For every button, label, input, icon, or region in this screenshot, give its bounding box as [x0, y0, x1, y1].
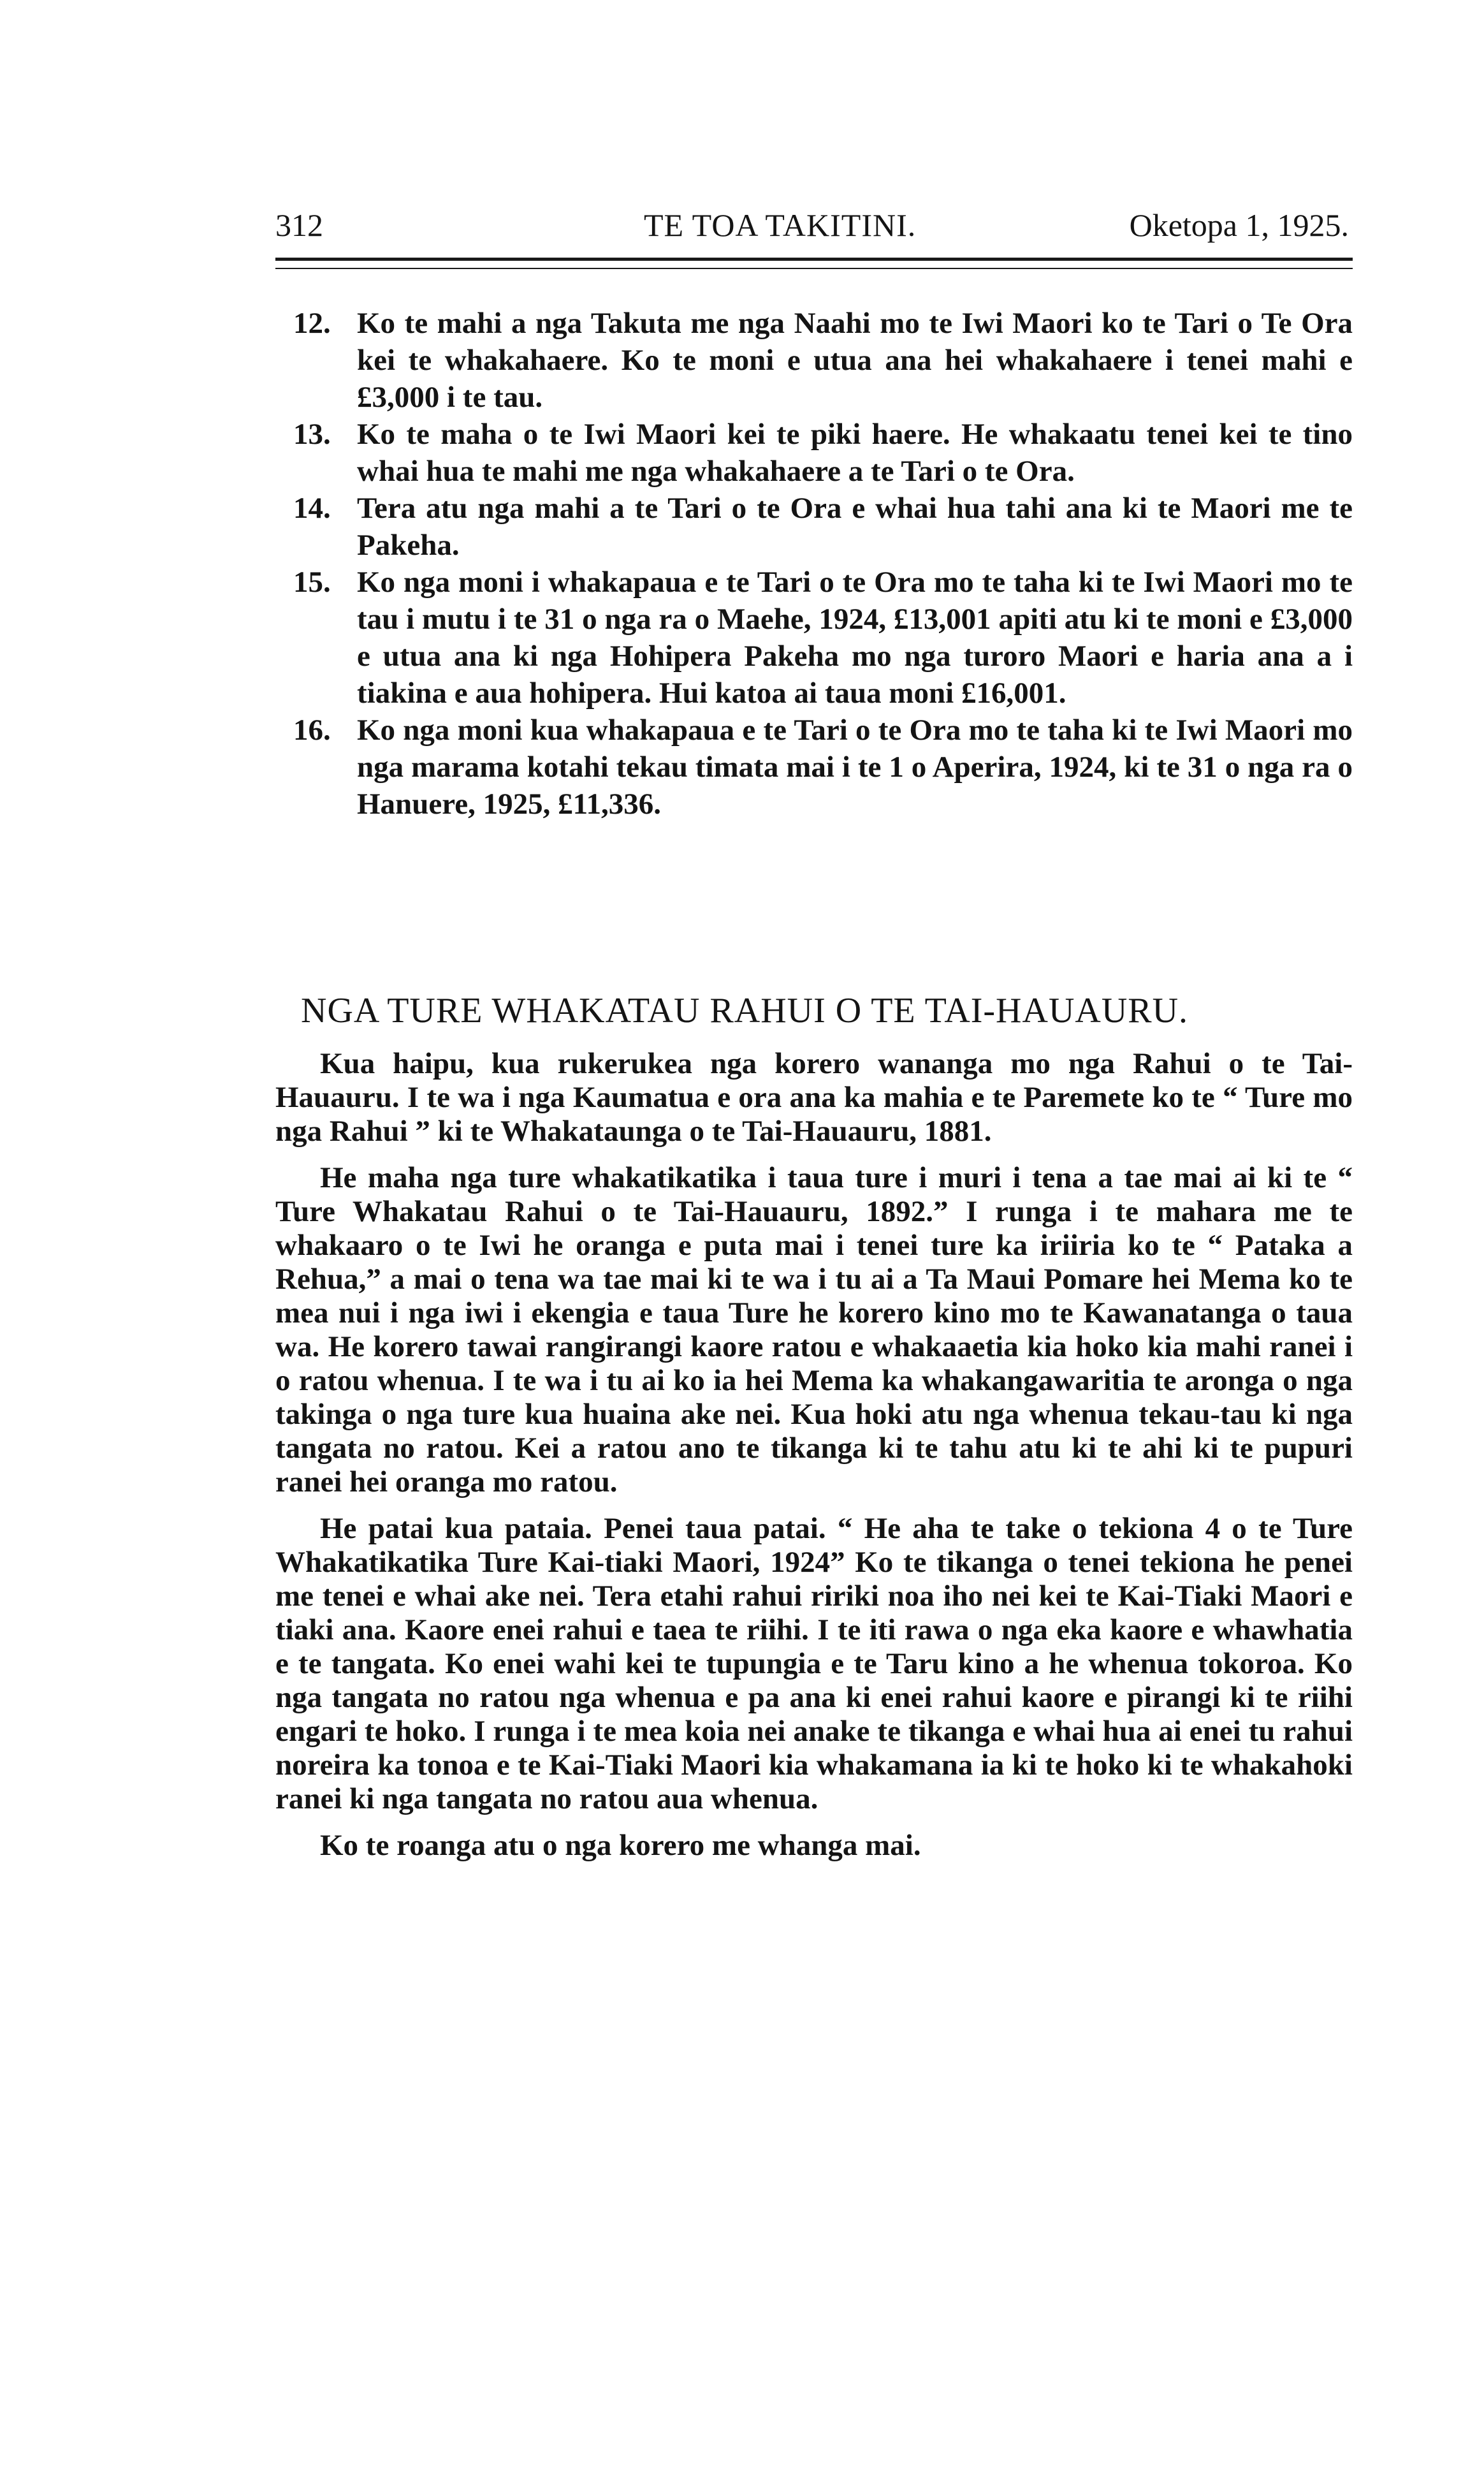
- paragraph: Ko te roanga atu o nga korero me whanga mai.: [320, 1829, 921, 1862]
- paragraph: He maha nga ture whakatikatika i taua ture i muri i tena a tae mai ai ki te “ Ture Whakatau Rahui o te Tai-Hauauru, 1892.” I runga i te mahara me te whakaaro o te Iwi he oranga e puta mai i tenei ture ka iriiria ko te “ Pataka a Rehua,” a mai o tena wa tae mai ki te wa i tu ai a Ta Maui Pomare hei Mema ko te mea nui i nga iwi i ekengia e taua Ture he korero kino mo te Kawanatanga o taua wa. He korero tawai rangirangi kaore ratou e whakaaetia kia hoko kia mahi ranei i o ratou whenua. I te wa i tu ai ko ia hei Mema ka whakangawaritia te aronga o nga takinga o nga ture kua huaina ake nei. Kua hoki atu nga whenua tekau-tau ki nga tangata no ratou. Kei a ratou ano te tikanga ki te tahu atu ki te ahi ki te pupuri ranei hei oranga mo ratou.: [275, 1161, 1353, 1498]
- item-number: 14.: [293, 492, 331, 525]
- running-header: [275, 203, 1353, 247]
- header-rule-thick: [275, 258, 1353, 261]
- item-number: 13.: [293, 418, 331, 451]
- item-number: 12.: [293, 307, 331, 340]
- issue-date: Oketopa 1, 1925.: [1129, 207, 1349, 243]
- item-text: Ko te maha o te Iwi Maori kei te piki haere. He whakaatu tenei kei te tino whai hua te mahi me nga whakahaere a te Tari o te Ora.: [357, 418, 1353, 488]
- list-item: [293, 416, 1353, 490]
- item-text: Tera atu nga mahi a te Tari o te Ora e whai hua tahi ana ki te Maori me te Pakeha.: [357, 492, 1353, 562]
- item-text: Ko te mahi a nga Takuta me nga Naahi mo te Iwi Maori ko te Tari o Te Ora kei te whakahaere. Ko te moni e utua ana hei whakahaere i tenei mahi e £3,000 i te tau.: [357, 307, 1353, 414]
- page-number: 312: [275, 207, 323, 243]
- header-rule-thin: [275, 268, 1353, 269]
- list-item: [293, 490, 1353, 564]
- publication-title: TE TOA TAKITINI.: [644, 207, 917, 243]
- list-item: [293, 564, 1353, 712]
- list-item: [293, 712, 1353, 823]
- numbered-list: [293, 305, 1353, 823]
- item-number: 16.: [293, 714, 331, 747]
- section-heading: NGA TURE WHAKATAU RAHUI O TE TAI-HAUAURU.: [301, 991, 1189, 1030]
- item-number: 15.: [293, 566, 331, 599]
- list-item: [293, 305, 1353, 416]
- paragraph: Kua haipu, kua rukerukea nga korero wananga mo nga Rahui o te Tai-Hauauru. I te wa i nga Kaumatua e ora ana ka mahia e te Paremete ko te “ Ture mo nga Rahui ” ki te Whakataunga o te Tai-Hauauru, 1881.: [275, 1047, 1353, 1148]
- item-text: Ko nga moni kua whakapaua e te Tari o te Ora mo te taha ki te Iwi Maori mo nga marama kotahi tekau timata mai i te 1 o Aperira, 1924, ki te 31 o nga ra o Hanuere, 1925, £11,336.: [357, 714, 1353, 821]
- section-body: [275, 1047, 1353, 1875]
- paragraph: He patai kua pataia. Penei taua patai. “ He aha te take o tekiona 4 o te Ture Whakatikatika Ture Kai-tiaki Maori, 1924” Ko te tikanga o tenei tekiona he penei me tenei e whai ake nei. Tera etahi rahui ririki noa iho nei kei te Kai-Tiaki Maori e tiaki ana. Kaore enei rahui e taea te riihi. I te iti rawa o nga eka kaore e whawhatia e te tangata. Ko enei wahi kei te tupungia e te Taru kino a he whenua tokoroa. Ko nga tangata no ratou nga whenua e pa ana ki enei rahui kaore e pirangi ki te riihi engari te hoko. I runga i te mea koia nei anake te tikanga e whai hua ai enei tu rahui noreira ka tonoa e te Kai-Tiaki Maori kia whakamana ia ki te hoko ki te whakahoki ranei ki nga tangata no ratou aua whenua.: [275, 1512, 1353, 1815]
- item-text: Ko nga moni i whakapaua e te Tari o te Ora mo te taha ki te Iwi Maori mo te tau i mutu i te 31 o nga ra o Maehe, 1924, £13,001 apiti atu ki te moni e £3,000 e utua ana ki nga Hohipera Pakeha mo nga turoro Maori e haria ana a i tiakina e aua hohipera. Hui katoa ai taua moni £16,001.: [357, 566, 1353, 710]
